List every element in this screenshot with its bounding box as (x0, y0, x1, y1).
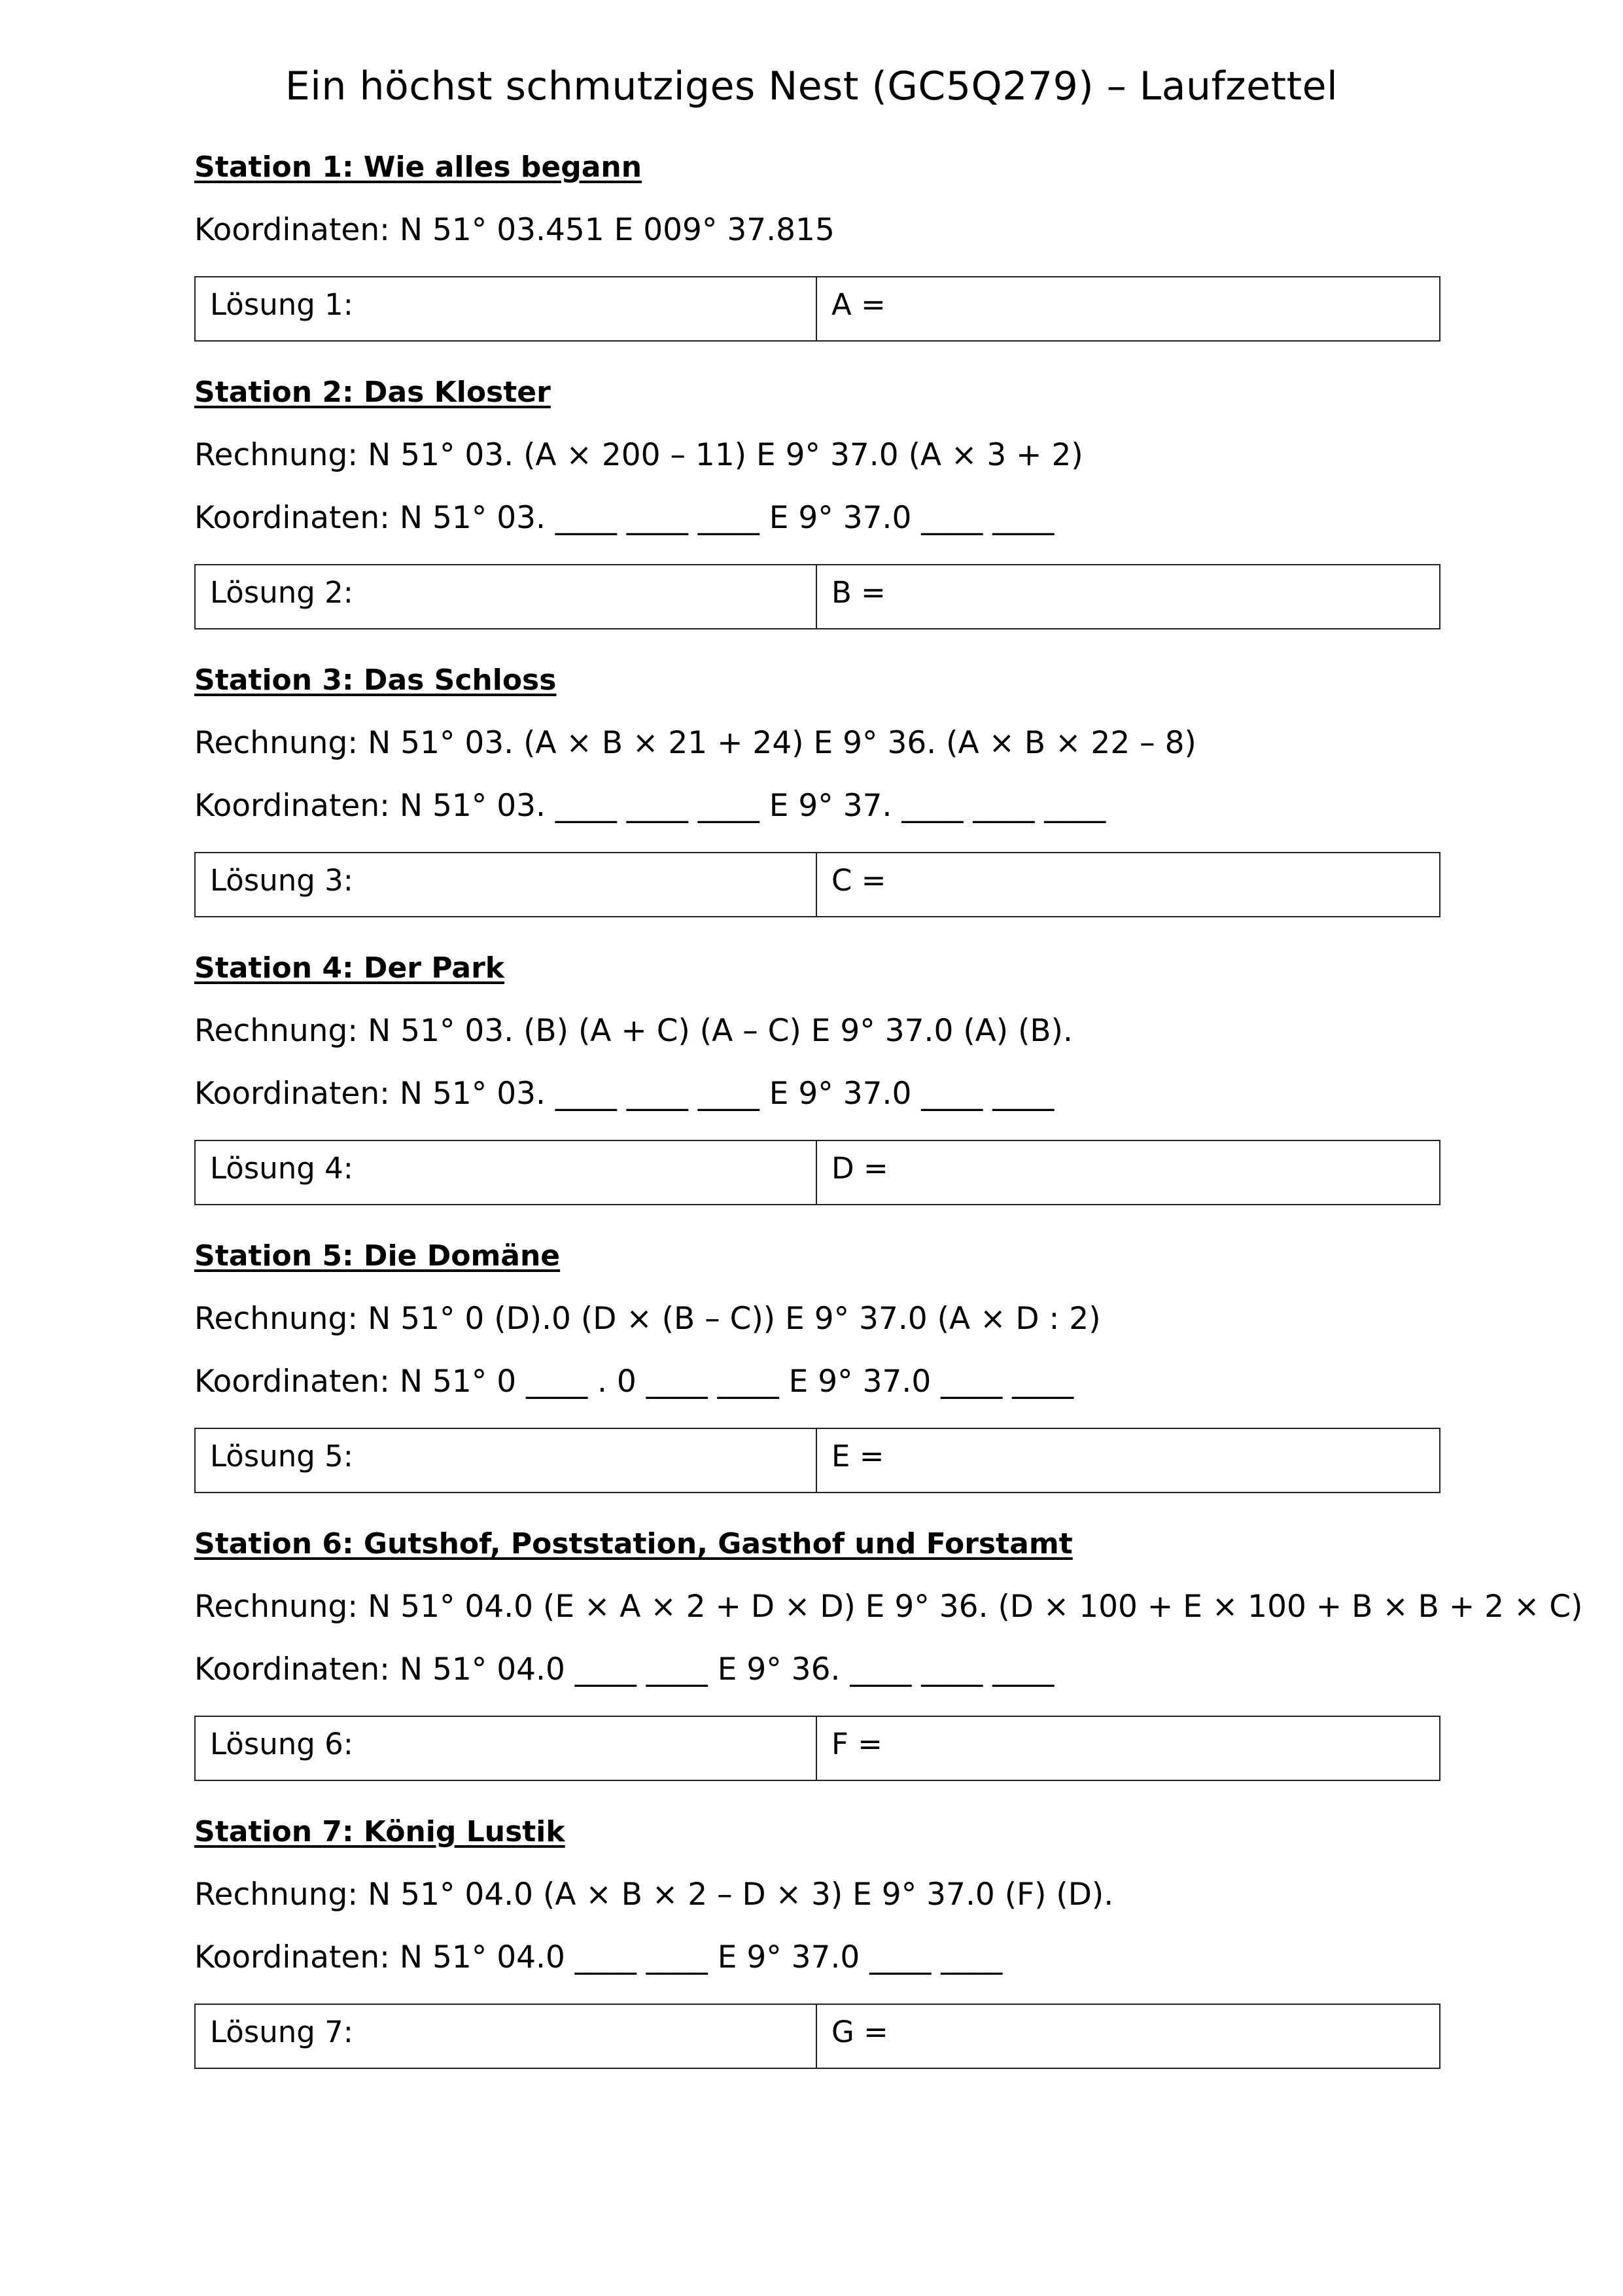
station-2 (194, 373, 1440, 629)
station-heading: Station 6: Gutshof, Poststation, Gasthof und Forstamt (194, 1527, 1073, 1561)
rechnung-line: Rechnung: N 51° 03. (B) (A + C) (A – C) E 9° 37.0 (A) (B). (194, 1013, 1073, 1049)
station-3 (194, 661, 1440, 917)
rechnung-line: Rechnung: N 51° 03. (A × 200 – 11) E 9° 37.0 (A × 3 + 2) (194, 437, 1083, 473)
solution-row (194, 276, 1440, 342)
solution-field[interactable]: Lösung 6: (196, 1717, 817, 1780)
koordinaten-line: Koordinaten: N 51° 04.0 ____ ____ E 9° 37.0 ____ ____ (194, 1939, 1003, 1975)
station-7 (194, 1812, 1440, 2069)
rechnung-line: Rechnung: N 51° 0 (D).0 (D × (B – C)) E 9° 37.0 (A × D : 2) (194, 1301, 1101, 1337)
solution-field[interactable]: Lösung 7: (196, 2005, 817, 2068)
variable-field[interactable]: E = (831, 1439, 884, 1474)
rechnung-line: Rechnung: N 51° 04.0 (A × B × 2 – D × 3) E 9° 37.0 (F) (D). (194, 1877, 1114, 1913)
solution-row (194, 2004, 1440, 2069)
station-heading: Station 7: König Lustik (194, 1815, 565, 1848)
variable-field[interactable]: A = (831, 287, 886, 322)
solution-row (194, 564, 1440, 629)
variable-field[interactable]: G = (831, 2015, 888, 2049)
solution-row (194, 1716, 1440, 1781)
station-heading: Station 2: Das Kloster (194, 376, 551, 409)
solution-row (194, 1140, 1440, 1205)
koordinaten-line: Koordinaten: N 51° 03. ____ ____ ____ E 9° 37.0 ____ ____ (194, 1076, 1055, 1112)
variable-field[interactable]: F = (831, 1727, 882, 1761)
solution-field[interactable]: Lösung 3: (196, 853, 817, 916)
rechnung-line: Rechnung: N 51° 04.0 (E × A × 2 + D × D) E 9° 36. (D × 100 + E × 100 + B × B + 2 × C) (194, 1589, 1583, 1625)
station-heading: Station 4: Der Park (194, 951, 505, 985)
station-1 (194, 148, 1440, 342)
station-6 (194, 1525, 1583, 1781)
solution-field[interactable]: Lösung 2: (196, 565, 817, 628)
station-4 (194, 949, 1440, 1205)
solution-field[interactable]: Lösung 5: (196, 1429, 817, 1492)
koordinaten-line: Koordinaten: N 51° 04.0 ____ ____ E 9° 36. ____ ____ ____ (194, 1651, 1055, 1687)
koordinaten-line: Koordinaten: N 51° 03.451 E 009° 37.815 (194, 212, 835, 248)
page-title: Ein höchst schmutziges Nest (GC5Q279) – Laufzettel (285, 63, 1338, 109)
variable-field[interactable]: B = (831, 575, 886, 610)
solution-field[interactable]: Lösung 4: (196, 1141, 817, 1204)
koordinaten-line: Koordinaten: N 51° 03. ____ ____ ____ E 9° 37. ____ ____ ____ (194, 788, 1106, 824)
variable-field[interactable]: C = (831, 863, 886, 898)
solution-field[interactable]: Lösung 1: (196, 277, 817, 340)
station-heading: Station 1: Wie alles begann (194, 150, 642, 184)
station-5 (194, 1237, 1440, 1493)
station-heading: Station 3: Das Schloss (194, 663, 557, 697)
variable-field[interactable]: D = (831, 1151, 888, 1186)
rechnung-line: Rechnung: N 51° 03. (A × B × 21 + 24) E 9° 36. (A × B × 22 – 8) (194, 725, 1196, 761)
station-heading: Station 5: Die Domäne (194, 1239, 561, 1273)
solution-row (194, 1428, 1440, 1493)
koordinaten-line: Koordinaten: N 51° 03. ____ ____ ____ E 9° 37.0 ____ ____ (194, 500, 1055, 536)
solution-row (194, 852, 1440, 917)
koordinaten-line: Koordinaten: N 51° 0 ____ . 0 ____ ____ E 9° 37.0 ____ ____ (194, 1364, 1074, 1400)
